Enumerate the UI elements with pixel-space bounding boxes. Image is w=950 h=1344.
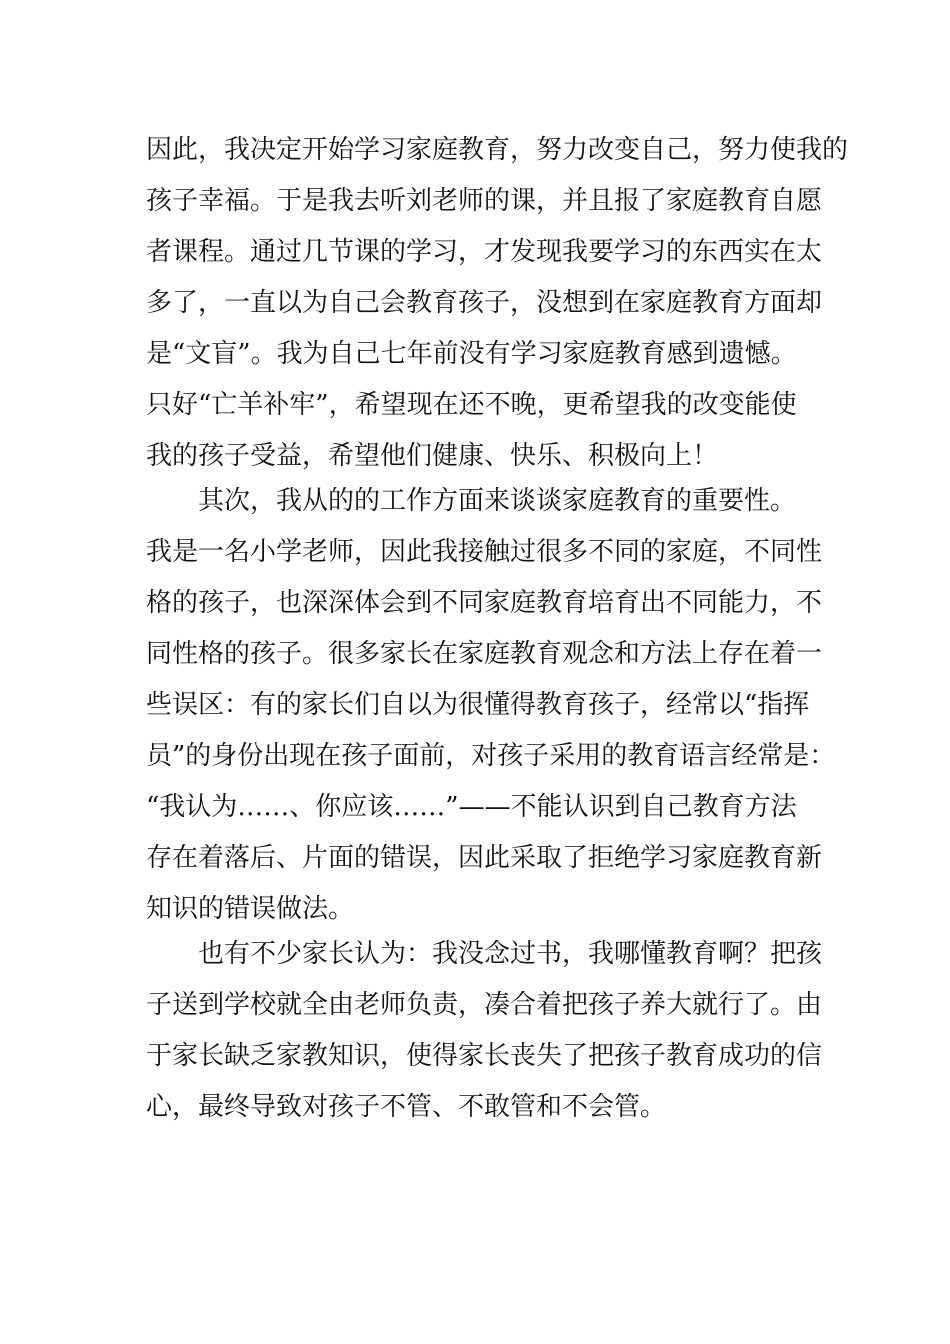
text-line: 孩子幸福。于是我去听刘老师的课，并且报了家庭教育自愿 <box>146 186 823 216</box>
paragraph-2 <box>146 476 836 935</box>
text-line: 也有不少家长认为：我没念过书，我哪懂教育啊？把孩 <box>146 939 823 969</box>
text-line: 多了，一直以为自己会教育孩子，没想到在家庭教育方面却 <box>146 288 823 318</box>
text-line: 存在着落后、片面的错误，因此采取了拒绝学习家庭教育新 <box>146 843 823 873</box>
text-line: 我的孩子受益，希望他们健康、快乐、积极向上！ <box>146 441 719 471</box>
text-line: 心，最终导致对孩子不管、不敢管和不会管。 <box>146 1092 667 1122</box>
text-line: 者课程。通过几节课的学习，才发现我要学习的东西实在太 <box>146 237 823 267</box>
text-line: 些误区：有的家长们自以为很懂得教育孩子，经常以“指挥 <box>146 690 810 720</box>
text-line: 子送到学校就全由老师负责，凑合着把孩子养大就行了。由 <box>146 990 823 1020</box>
text-line: 因此，我决定开始学习家庭教育，努力改变自己，努力使我的 <box>146 135 849 165</box>
text-line: 员”的身份出现在孩子面前，对孩子采用的教育语言经常是： <box>146 741 836 771</box>
text-line: 格的孩子，也深深体会到不同家庭教育培育出不同能力，不 <box>146 588 823 618</box>
text-line: 只好“亡羊补牢”，希望现在还不晚，更希望我的改变能使 <box>146 390 797 420</box>
text-line: 知识的错误做法。 <box>146 894 355 924</box>
text-line: “我认为……、你应该……”——不能认识到自己教育方法 <box>146 792 797 822</box>
text-line: 是“文盲”。我为自己七年前没有学习家庭教育感到遗憾。 <box>146 339 797 369</box>
text-line: 其次，我从的的工作方面来谈谈家庭教育的重要性。 <box>146 486 797 516</box>
text-line: 于家长缺乏家教知识，使得家长丧失了把孩子教育成功的信 <box>146 1041 823 1071</box>
text-line: 同性格的孩子。很多家长在家庭教育观念和方法上存在着一 <box>146 639 823 669</box>
paragraph-1 <box>146 125 849 482</box>
text-line: 我是一名小学老师，因此我接触过很多不同的家庭，不同性 <box>146 537 823 567</box>
paragraph-3 <box>146 929 823 1133</box>
